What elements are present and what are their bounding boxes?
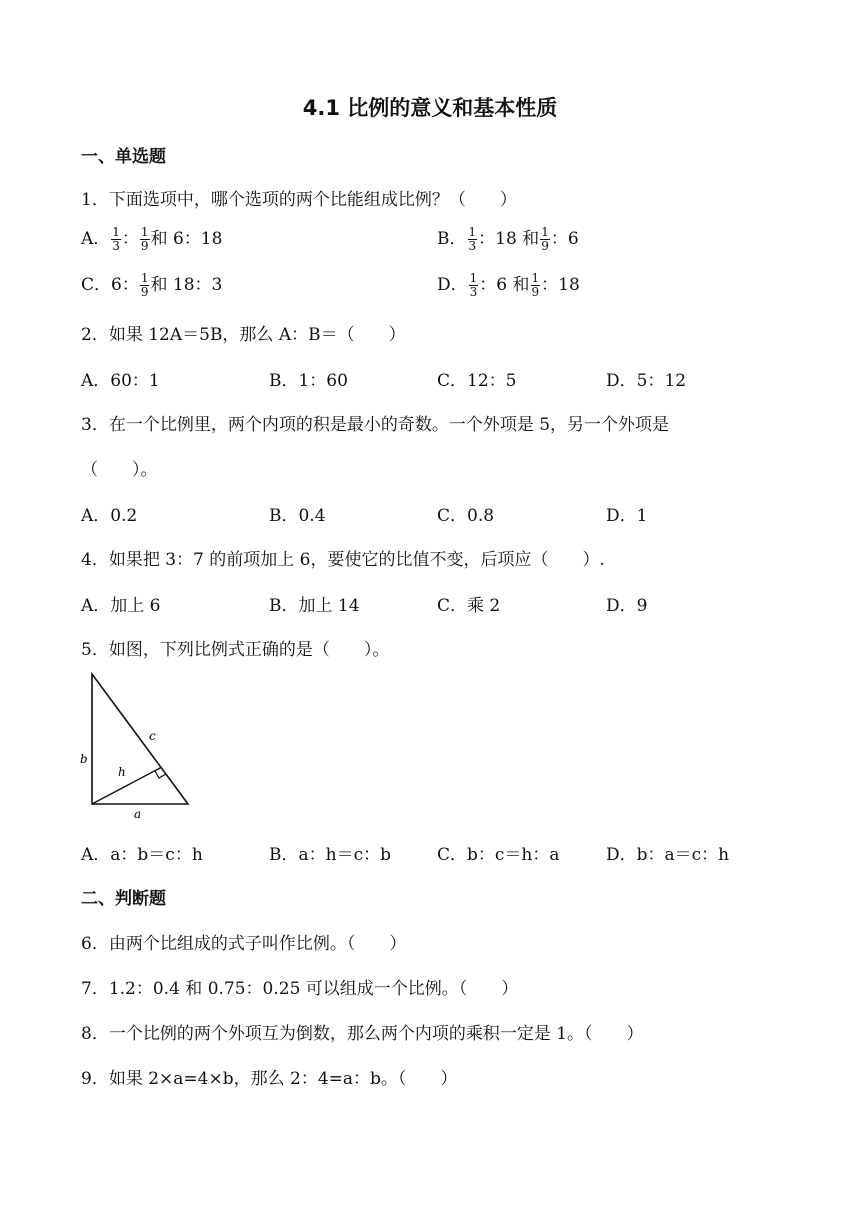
- question-5-stem: 5．如图，下列比例式正确的是（ ）。: [81, 640, 390, 660]
- fraction: [140, 226, 150, 252]
- question-5-option-d: D．b：a＝c：h: [606, 845, 730, 865]
- question-1-option-c: [81, 270, 222, 299]
- option-text: A．: [81, 229, 111, 249]
- question-3-option-b: B．0.4: [269, 506, 326, 526]
- question-4-option-d: D．9: [606, 596, 648, 616]
- question-5-option-b: B．a：h＝c：b: [269, 845, 391, 865]
- option-text: D．: [437, 275, 468, 295]
- question-2-option-a: A．60：1: [81, 371, 160, 391]
- option-text: ：18 和: [478, 229, 540, 249]
- right-triangle-figure: [76, 670, 196, 822]
- fraction-denominator: 3: [112, 239, 120, 253]
- option-text: 和 18：3: [150, 275, 223, 295]
- fraction-denominator: 3: [468, 239, 477, 253]
- label-c: c: [149, 729, 156, 743]
- fraction: [468, 226, 478, 252]
- question-5-option-a: A．a：b＝c：h: [81, 845, 203, 865]
- page-title: 4.1 比例的意义和基本性质: [302, 96, 558, 120]
- fraction-denominator: 9: [140, 285, 149, 299]
- label-a: a: [134, 807, 142, 821]
- fraction-numerator: 1: [469, 271, 478, 286]
- question-1-option-a: [81, 224, 222, 253]
- option-text: 和 6：18: [150, 229, 223, 249]
- fraction-denominator: 9: [531, 285, 540, 299]
- question-3-stem-continued: （ ）。: [81, 460, 158, 480]
- label-b: b: [80, 752, 88, 766]
- question-3-option-c: C．0.8: [437, 506, 495, 526]
- question-2-stem: 2．如果 12A＝5B，那么 A：B＝（ ）: [81, 325, 406, 345]
- option-text: B．: [437, 229, 467, 249]
- fraction-numerator: 1: [468, 225, 477, 240]
- question-1-option-d: [437, 270, 580, 299]
- question-3-stem: 3．在一个比例里，两个内项的积是最小的奇数。一个外项是 5，另一个外项是: [81, 415, 670, 435]
- question-2-option-c: C．12：5: [437, 371, 517, 391]
- fraction-denominator: 9: [541, 239, 549, 253]
- option-text: ：18: [541, 275, 580, 295]
- option-text: ：: [121, 229, 139, 249]
- fraction: [111, 226, 121, 252]
- option-text: ：6: [550, 229, 579, 249]
- section-heading-single-choice: 一、单选题: [81, 147, 166, 167]
- question-4-stem: 4．如果把 3：7 的前项加上 6，要使它的比值不变，后项应（ ）.: [81, 550, 605, 570]
- fraction-denominator: 3: [469, 285, 478, 299]
- question-6: 6．由两个比组成的式子叫作比例。（ ）: [81, 934, 407, 954]
- question-3-option-d: D．1: [606, 506, 648, 526]
- option-text: C．6：: [81, 275, 139, 295]
- question-4-option-a: A．加上 6: [81, 596, 161, 616]
- fraction-numerator: 1: [140, 225, 149, 240]
- fraction: [469, 272, 479, 298]
- question-8: 8．一个比例的两个外项互为倒数，那么两个内项的乘积一定是 1。（ ）: [81, 1024, 644, 1044]
- fraction-numerator: 1: [531, 271, 540, 286]
- option-text: ：6 和: [479, 275, 530, 295]
- label-h: h: [118, 765, 126, 779]
- fraction: [540, 226, 550, 252]
- question-7: 7．1.2：0.4 和 0.75：0.25 可以组成一个比例。（ ）: [81, 979, 519, 999]
- triangle-outline: [92, 674, 188, 804]
- fraction-numerator: 1: [541, 225, 549, 240]
- question-5-option-c: C．b：c＝h：a: [437, 845, 560, 865]
- question-3-option-a: A．0.2: [81, 506, 138, 526]
- question-2-option-b: B．1：60: [269, 371, 348, 391]
- fraction: [531, 272, 541, 298]
- question-2-option-d: D．5：12: [606, 371, 687, 391]
- fraction: [140, 272, 150, 298]
- question-4-option-b: B．加上 14: [269, 596, 360, 616]
- section-heading-true-false: 二、判断题: [81, 889, 166, 909]
- fraction-numerator: 1: [112, 225, 120, 240]
- question-1-stem: 1．下面选项中，哪个选项的两个比能组成比例？（ ）: [81, 190, 517, 210]
- question-9: 9．如果 2×a=4×b，那么 2：4=a：b。（ ）: [81, 1069, 458, 1089]
- fraction-denominator: 9: [140, 239, 149, 253]
- altitude-h: [92, 767, 162, 804]
- fraction-numerator: 1: [140, 271, 149, 286]
- question-4-option-c: C．乘 2: [437, 596, 501, 616]
- question-1-option-b: [437, 224, 579, 253]
